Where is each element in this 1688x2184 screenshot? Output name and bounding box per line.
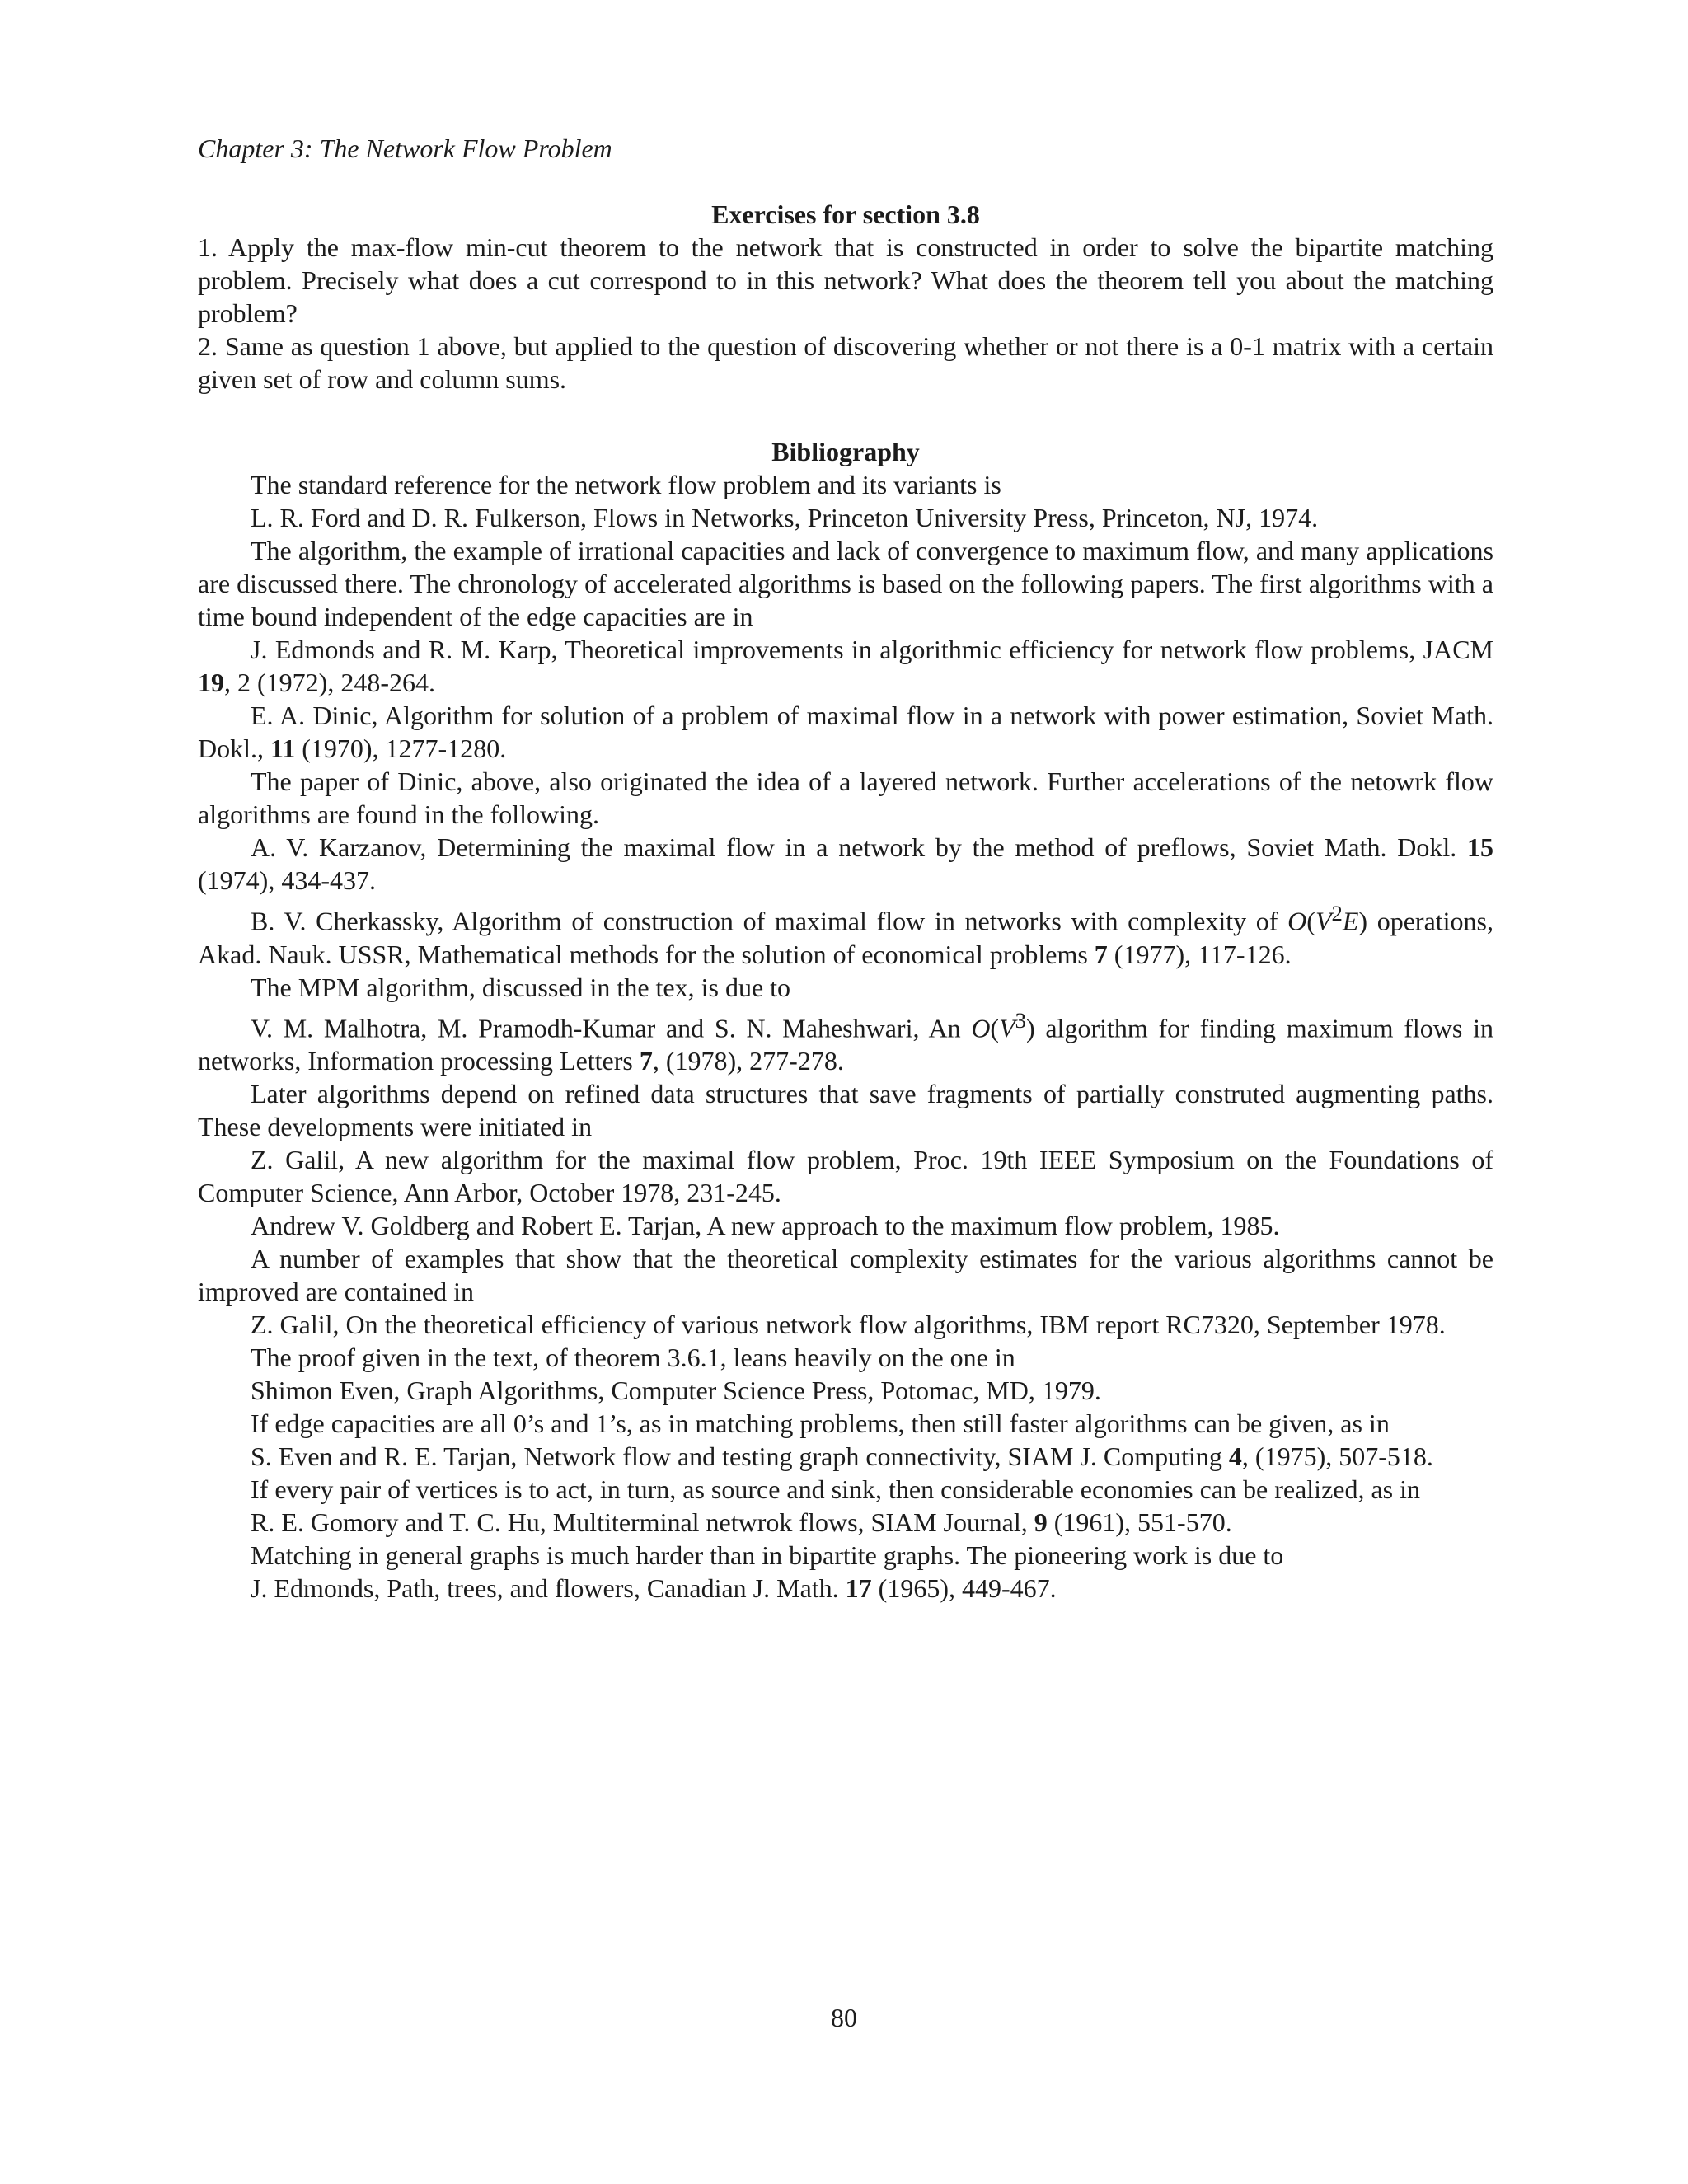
ref-galil-2: Z. Galil, On the theoretical efficiency of various network flow algorithms, IBM report RC7320, September 1978.: [251, 1310, 1446, 1340]
bib-paragraph-9: If every pair of vertices is to act, in turn, as source and sink, then considerable economies can be realized, as in: [251, 1474, 1421, 1505]
volume-number: 11: [270, 733, 296, 763]
running-head: Chapter 3: The Network Flow Problem: [198, 134, 612, 163]
math-o: O: [1287, 906, 1307, 936]
volume-number: 4: [1228, 1441, 1242, 1472]
bib-paragraph-3: The paper of Dinic, above, also originated the idea of a layered network. Further accelerations of the netowrk flow algorithms are found in the following.: [198, 766, 1493, 829]
ref-text: A. V. Karzanov, Determining the maximal flow in a network by the method of preflows, Soviet Math. Dokl.: [251, 832, 1467, 862]
page-content: [198, 132, 1493, 1605]
volume-number: 19: [198, 668, 224, 697]
exercises-title: Exercises for section 3.8: [711, 199, 980, 229]
exercise-1: 1. Apply the max-flow min-cut theorem to the network that is constructed in order to solve the bipartite matching problem. Precisely what does a cut correspond to in this network? What does the theorem tell you about the matching problem?: [198, 232, 1493, 328]
ref-text: J. Edmonds, Path, trees, and flowers, Canadian J. Math.: [251, 1573, 846, 1604]
bib-paragraph-1: The standard reference for the network flow problem and its variants is: [251, 470, 1001, 499]
ref-text: (1977), 117-126.: [1107, 939, 1292, 969]
ref-text: operations, Akad. Nauk. USSR, Mathematical methods for the solution of economical problems: [198, 906, 1494, 969]
ref-text: (1965), 449-467.: [871, 1573, 1057, 1604]
volume-number: 7: [1094, 939, 1108, 969]
math-exponent: 2: [1331, 901, 1343, 926]
ref-text: , (1978), 277-278.: [652, 1046, 844, 1076]
bib-paragraph-2: The algorithm, the example of irrational capacities and lack of convergence to maximum flow, and many applications are discussed there. The chronology of accelerated algorithms is based on the following papers. The first algorithms with a time bound independent of the edge capacities are in: [198, 536, 1493, 631]
math-paren: ): [1358, 906, 1368, 936]
ref-text: J. Edmonds and R. M. Karp, Theoretical improvements in algorithmic efficiency for network flow problems, JACM: [251, 635, 1493, 664]
ref-text: algorithm for finding maximum flows in networks, Information processing Letters: [198, 1013, 1494, 1076]
ref-dinic: [198, 699, 1493, 765]
bib-paragraph-6: A number of examples that show that the theoretical complexity estimates for the various algorithms cannot be improved are contained in: [198, 1244, 1493, 1307]
ref-text: V. M. Malhotra, M. Pramodh-Kumar and S. N. Maheshwari, An: [251, 1013, 972, 1043]
ref-text: (1961), 551-570.: [1047, 1507, 1232, 1538]
volume-number: 9: [1034, 1507, 1048, 1538]
ref-text: R. E. Gomory and T. C. Hu, Multiterminal netwrok flows, SIAM Journal,: [251, 1507, 1034, 1538]
ref-even-tarjan: [198, 1440, 1493, 1473]
page-number: 80: [831, 2003, 857, 2032]
bib-paragraph-8: If edge capacities are all 0’s and 1’s, as in matching problems, then still faster algorithms can be given, as in: [251, 1408, 1390, 1439]
ref-text: (1974), 434-437.: [198, 865, 376, 895]
ref-text: B. V. Cherkassky, Algorithm of construction of maximal flow in networks with complexity of: [251, 906, 1288, 936]
ref-goldberg-tarjan: Andrew V. Goldberg and Robert E. Tarjan, A new approach to the maximum flow problem, 1985.: [251, 1211, 1280, 1241]
ref-galil-1: Z. Galil, A new algorithm for the maximal flow problem, Proc. 19th IEEE Symposium on the Foundations of Computer Science, Ann Arbor, October 1978, 231-245.: [198, 1145, 1493, 1208]
math-v: V: [1315, 906, 1332, 936]
ref-text: (1970), 1277-1280.: [295, 733, 507, 763]
ref-ford-fulkerson: L. R. Ford and D. R. Fulkerson, Flows in Networks, Princeton University Press, Princeton, NJ, 1974.: [251, 503, 1319, 532]
ref-text: , 2 (1972), 248-264.: [224, 668, 435, 697]
volume-number: 7: [639, 1046, 653, 1076]
bib-paragraph-5: Later algorithms depend on refined data structures that save fragments of partially construted augmenting paths. These developments were initiated in: [198, 1079, 1493, 1142]
math-paren: (: [1306, 906, 1315, 936]
math-paren: (: [990, 1013, 1000, 1043]
math-o: O: [971, 1013, 991, 1043]
math-paren: ): [1025, 1013, 1035, 1043]
bib-paragraph-4: The MPM algorithm, discussed in the tex, is due to: [251, 972, 791, 1002]
math-v: V: [999, 1013, 1015, 1043]
ref-mpm: [198, 1004, 1493, 1078]
ref-cherkassky: [198, 897, 1493, 971]
ref-even: Shimon Even, Graph Algorithms, Computer Science Press, Potomac, MD, 1979.: [251, 1376, 1101, 1406]
ref-text: E. A. Dinic, Algorithm for solution of a problem of maximal flow in a network with power estimation, Soviet Math. Dokl.,: [198, 701, 1493, 763]
ref-karzanov: [198, 831, 1493, 897]
math-exponent: 3: [1015, 1007, 1026, 1033]
ref-edmonds-karp: [198, 633, 1493, 699]
ref-text: S. Even and R. E. Tarjan, Network flow and testing graph connectivity, SIAM J. Computing: [251, 1441, 1229, 1472]
bib-paragraph-10: Matching in general graphs is much harder than in bipartite graphs. The pioneering work is due to: [251, 1540, 1284, 1571]
volume-number: 17: [845, 1573, 872, 1604]
bibliography-title: Bibliography: [771, 437, 920, 466]
ref-edmonds: [198, 1572, 1493, 1605]
ref-text: , (1975), 507-518.: [1241, 1441, 1433, 1472]
ref-gomory-hu: [198, 1506, 1493, 1539]
bib-paragraph-7: The proof given in the text, of theorem 3.6.1, leans heavily on the one in: [251, 1343, 1015, 1373]
math-e: E: [1342, 906, 1359, 936]
volume-number: 15: [1467, 832, 1493, 862]
exercise-2: 2. Same as question 1 above, but applied to the question of discovering whether or not there is a 0-1 matrix with a certain given set of row and column sums.: [198, 331, 1493, 394]
